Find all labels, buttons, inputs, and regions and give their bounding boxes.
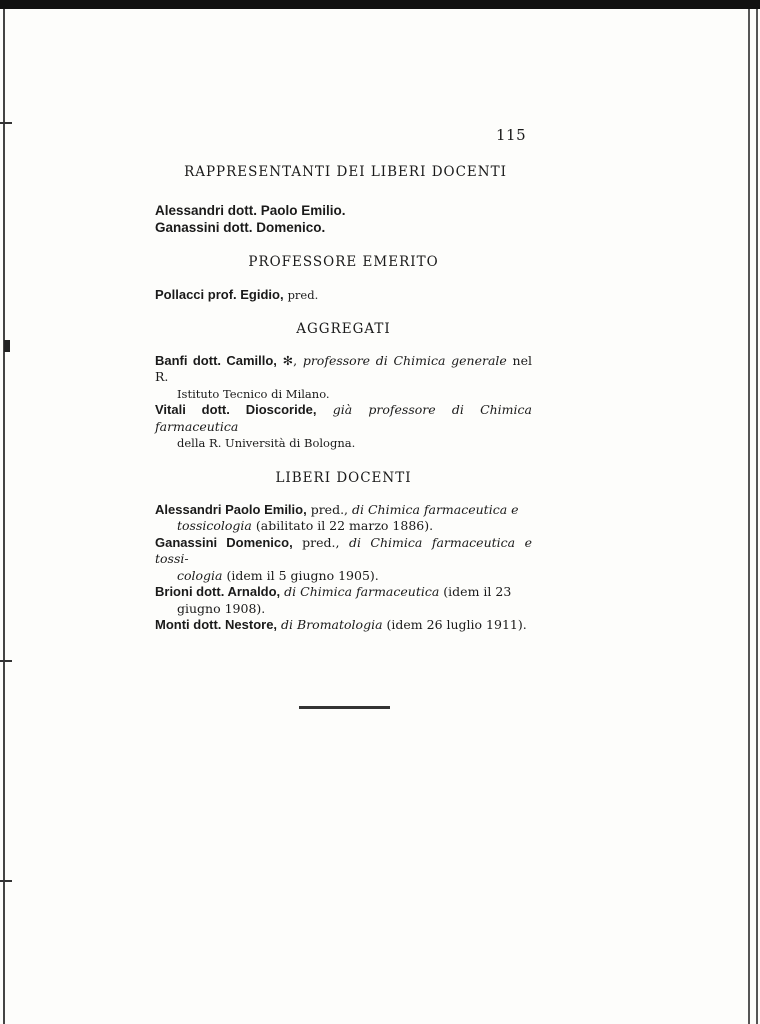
lecturer-qualification: (idem 26 luglio 1911). [386, 617, 527, 632]
lecturer-subject: di Chimica farmaceutica [284, 584, 440, 599]
aggregate-institution: nel R. [155, 352, 532, 384]
lecturer-name: Monti dott. Nestore, [155, 617, 278, 632]
scan-margin-mark [0, 122, 12, 124]
lecturer-name: Ganassini Domenico, [155, 534, 293, 550]
aggregate-entry [155, 353, 532, 403]
section-title-emeritus: PROFESSORE EMERITO [248, 254, 439, 270]
section-title-representatives: RAPPRESENTANTI DEI LIBERI DOCENTI [184, 164, 507, 180]
lecturer-subject: di Bromatologia [281, 617, 383, 632]
lecturer-name: Brioni dott. Arnaldo, [155, 584, 281, 599]
page-content [155, 164, 532, 634]
lecturer-qualification-cont: giugno 1908). [177, 600, 266, 616]
scan-margin-mark [0, 660, 12, 662]
lecturer-entry [155, 617, 532, 634]
lecturer-subject-cont: tossicologia [177, 518, 252, 533]
aggregate-position: già professore di Chimica farmaceutica [155, 402, 532, 434]
section-title-aggregates: AGGREGATI [296, 320, 391, 337]
lecturer-qualification: (idem il 23 [443, 584, 512, 599]
scan-margin-mark [4, 340, 10, 352]
aggregate-name: Vitali dott. Dioscoride, [155, 402, 317, 417]
lecturer-subject-cont: cologia [177, 567, 223, 583]
lecturer-entry [155, 584, 532, 617]
lecturer-qualification: (abilitato il 22 marzo 1886). [255, 518, 434, 533]
scan-top-border [0, 0, 760, 9]
aggregate-institution-cont: Istituto Tecnico di Milano. [177, 386, 330, 401]
scan-right-border [756, 9, 758, 1024]
aggregate-entry [155, 402, 532, 452]
end-rule [299, 706, 390, 709]
lecturer-note: pred., [310, 501, 349, 517]
aggregate-institution-cont: della R. Università di Bologna. [177, 436, 356, 450]
lecturer-entry [155, 535, 532, 585]
scan-right-border [748, 9, 750, 1024]
lecturer-note: pred., [302, 534, 340, 550]
decoration-symbol: ✻, [282, 352, 298, 368]
representative-name: Ganassini dott. Domenico. [155, 220, 326, 235]
lecturer-subject: di Chimica farmaceutica e tossi- [155, 534, 532, 566]
representative-name: Alessandri dott. Paolo Emilio. [155, 203, 346, 218]
section-title-free-lecturers: LIBERI DOCENTI [275, 469, 412, 486]
lecturer-subject: di Chimica farmaceutica e [352, 501, 519, 517]
emeritus-name: Pollacci prof. Egidio, [155, 287, 284, 302]
emeritus-note: pred. [287, 288, 319, 302]
scan-left-border [3, 9, 5, 1024]
lecturer-name: Alessandri Paolo Emilio, [155, 501, 307, 517]
page-number: 115 [496, 126, 527, 144]
aggregate-position: professore di Chimica generale [302, 352, 507, 368]
emeritus-entry [155, 287, 532, 304]
lecturer-entry [155, 502, 532, 535]
lecturer-qualification: (idem il 5 giugno 1905). [226, 567, 379, 583]
scan-margin-mark [0, 880, 12, 882]
aggregate-name: Banfi dott. Camillo, [155, 352, 277, 368]
